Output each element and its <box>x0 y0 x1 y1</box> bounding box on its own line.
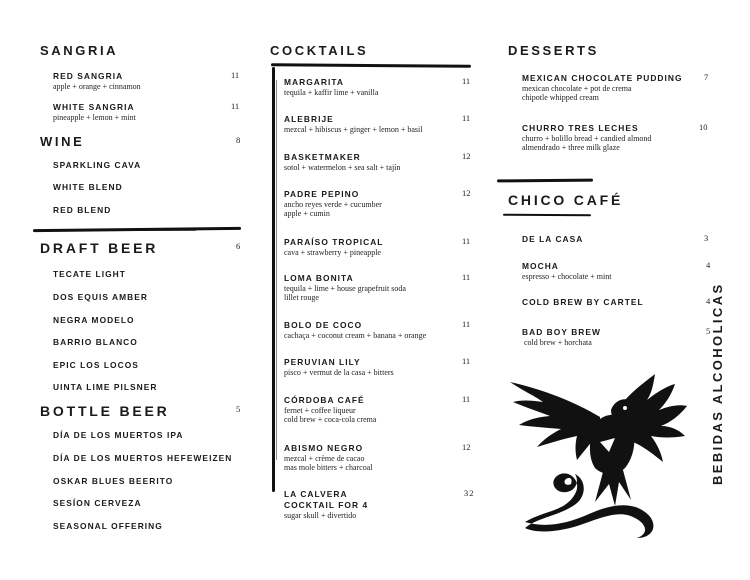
brush-divider <box>46 230 196 231</box>
cafe-item-name: BAD BOY BREW <box>522 327 601 337</box>
cocktail-price: 11 <box>462 319 471 329</box>
cocktail-price: 12 <box>462 188 471 198</box>
cocktail-name: PERUVIAN LILY <box>284 357 361 367</box>
draft-beer-item: UINTA LIME PILSNER <box>53 382 158 392</box>
dessert-name: CHURRO TRES LECHES <box>522 123 639 133</box>
cafe-item-price: 5 <box>706 326 711 336</box>
cocktail-desc: apple + cumin <box>284 209 330 218</box>
cocktail-name: LOMA BONITA <box>284 273 354 283</box>
cocktail-price: 11 <box>462 236 471 246</box>
brush-divider <box>503 214 591 217</box>
cocktail-desc: cava + strawberry + pineapple <box>284 248 381 257</box>
cocktail-desc: lillet rouge <box>284 293 319 302</box>
eagle-serpent-illustration <box>505 372 705 542</box>
cocktail-name: MARGARITA <box>284 77 345 87</box>
cafe-item-name: DE LA CASA <box>522 234 584 244</box>
cocktail-price: 11 <box>462 272 471 282</box>
cocktail-name: LA CALVERA <box>284 489 348 499</box>
bottle-beer-item: SESÍON CERVEZA <box>53 498 142 508</box>
sangria-item-name: WHITE SANGRIA <box>53 102 135 112</box>
cocktail-desc: mezcal + hibiscus + ginger + lemon + basil <box>284 125 423 134</box>
wine-item: SPARKLING CAVA <box>53 160 142 170</box>
brush-divider <box>497 179 593 183</box>
cafe-item-price: 4 <box>706 296 711 306</box>
bottle-beer-item: DÍA DE LOS MUERTOS HEFEWEIZEN <box>53 453 233 463</box>
chico-cafe-heading: CHICO CAFÉ <box>508 192 624 208</box>
bottle-beer-item: DÍA DE LOS MUERTOS IPA <box>53 430 184 440</box>
cocktail-desc: sugar skull + divertido <box>284 511 357 520</box>
draft-beer-price: 6 <box>236 241 241 251</box>
cocktail-name: BOLO DE COCO <box>284 320 363 330</box>
bottle-beer-price: 5 <box>236 404 241 414</box>
wine-heading: WINE <box>40 134 85 149</box>
brush-vertical-line <box>272 67 275 492</box>
cocktail-desc: tequila + lime + house grapefruit soda <box>284 284 406 293</box>
cafe-item-desc: espresso + chocolate + mint <box>522 272 612 281</box>
cafe-item-desc: cold brew + horchata <box>524 338 592 347</box>
dessert-desc: chipotle whipped cream <box>522 93 599 102</box>
draft-beer-item: DOS EQUIS AMBER <box>53 292 149 302</box>
dessert-desc: churro + bolillo bread + candied almond <box>522 134 652 143</box>
cocktail-desc: mezcal + crème de cacao <box>284 454 365 463</box>
cocktail-desc: pisco + vermut de la casa + bitters <box>284 368 394 377</box>
brush-divider <box>271 63 471 67</box>
cocktail-name: ABISMO NEGRO <box>284 443 364 453</box>
cocktail-desc: cachaça + coconut cream + banana + orange <box>284 331 427 340</box>
draft-beer-heading: DRAFT BEER <box>40 240 159 256</box>
draft-beer-item: BARRIO BLANCO <box>53 337 138 347</box>
draft-beer-item: EPIC LOS LOCOS <box>53 360 139 370</box>
cocktail-name: ALEBRIJE <box>284 114 334 124</box>
cocktail-name: PARAÍSO TROPICAL <box>284 237 384 247</box>
cocktail-name: PADRE PEPINO <box>284 189 360 199</box>
sangria-item-desc: pineapple + lemon + mint <box>53 113 136 122</box>
draft-beer-item: TECATE LIGHT <box>53 269 126 279</box>
sangria-item-name: RED SANGRIA <box>53 71 124 81</box>
wine-price: 8 <box>236 135 241 145</box>
dessert-price: 10 <box>699 122 708 132</box>
cocktail-price: 12 <box>462 442 471 452</box>
cocktail-price: 12 <box>462 151 471 161</box>
cocktail-price: 11 <box>462 76 471 86</box>
brush-vertical-line <box>276 80 277 460</box>
cocktail-desc: cold brew + coca-cola crema <box>284 415 377 424</box>
bottle-beer-heading: BOTTLE BEER <box>40 403 170 419</box>
sangria-item-price: 11 <box>231 101 240 111</box>
dessert-desc: mexican chocolate + pot de crema <box>522 84 632 93</box>
cocktail-desc: sotol + watermelon + sea salt + tajín <box>284 163 401 172</box>
cafe-item-price: 3 <box>704 233 709 243</box>
cocktail-price: 32 <box>464 488 475 498</box>
wine-item: RED BLEND <box>53 205 112 215</box>
cocktail-desc: fernet + coffee liqueur <box>284 406 356 415</box>
cocktail-name-line2: COCKTAIL FOR 4 <box>284 500 369 510</box>
dessert-desc: almendrado + three milk glaze <box>522 143 620 152</box>
cocktail-desc: mas mole bitters + charcoal <box>284 463 373 472</box>
wine-item: WHITE BLEND <box>53 182 123 192</box>
cocktail-name: BASKETMAKER <box>284 152 361 162</box>
bottle-beer-item: OSKAR BLUES BEERITO <box>53 476 174 486</box>
desserts-heading: DESSERTS <box>508 43 599 58</box>
cocktail-price: 11 <box>462 394 471 404</box>
dessert-name: MEXICAN CHOCOLATE PUDDING <box>522 73 683 83</box>
sangria-item-price: 11 <box>231 70 240 80</box>
cocktail-name: CÓRDOBA CAFÉ <box>284 395 365 405</box>
cocktail-price: 11 <box>462 356 471 366</box>
cafe-item-price: 4 <box>706 260 711 270</box>
cocktails-heading: COCKTAILS <box>270 43 369 58</box>
draft-beer-item: NEGRA MODELO <box>53 315 135 325</box>
cafe-item-name: MOCHA <box>522 261 559 271</box>
cocktail-price: 11 <box>462 113 471 123</box>
cocktail-desc: tequila + kaffir lime + vanilla <box>284 88 379 97</box>
sangria-item-desc: apple + orange + cinnamon <box>53 82 141 91</box>
cocktail-desc: ancho reyes verde + cucumber <box>284 200 382 209</box>
dessert-price: 7 <box>704 72 709 82</box>
bottle-beer-item: SEASONAL OFFERING <box>53 521 163 531</box>
side-vertical-title: BEBIDAS ALCOHOLICAS <box>710 282 725 485</box>
sangria-heading: SANGRIA <box>40 43 119 58</box>
cafe-item-name: COLD BREW BY CARTEL <box>522 297 644 307</box>
